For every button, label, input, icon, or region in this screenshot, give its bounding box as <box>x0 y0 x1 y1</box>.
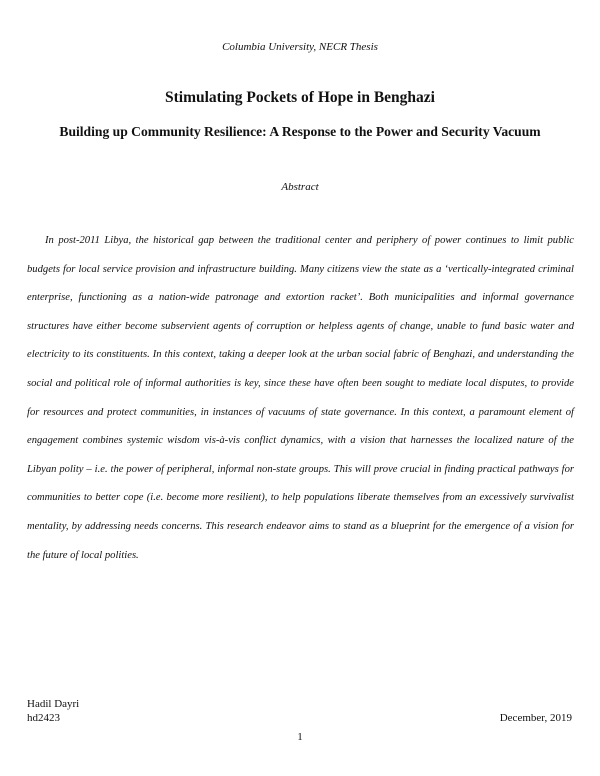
document-title: Stimulating Pockets of Hope in Benghazi <box>165 89 435 106</box>
author-id: hd2423 <box>27 712 60 724</box>
page-number: 1 <box>297 731 303 743</box>
abstract-body: In post-2011 Libya, the historical gap between the traditional center and periphery of power continues to limit public budgets for local service provision and infrastructure building. Many citizens view the state as a ‘vertically-integrated criminal enterprise, functioning as a nation-wide patronage and extortion racket’. Both municipalities and informal governance structures have either become subservient agents of corruption or helpless agents of change, unable to fund basic water and electricity to its constituents. In this context, taking a deeper look at the urban social fabric of Benghazi, and understanding the social and political role of informal authorities is key, since these have often been sought to mediate local disputes, to provide for resources and protect communities, in instances of vacuums of state governance. In this context, a paramount element of engagement combines systemic wisdom vis-à-vis conflict dynamics, with a vision that harnesses the localized nature of the Libyan polity – i.e. the power of peripheral, informal non-state groups. This will prove crucial in finding practical pathways for communities to better cope (i.e. become more resilient), to help populations liberate themselves from an excessively survivalist mentality, by addressing needs concerns. This research endeavor aims to stand as a blueprint for the emergence of a vision for the future of local polities. <box>27 235 574 561</box>
document-subtitle: Building up Community Resilience: A Response to the Power and Security Vacuum <box>59 124 541 139</box>
abstract-heading: Abstract <box>281 181 319 193</box>
author-name: Hadil Dayri <box>27 698 80 710</box>
institution-header: Columbia University, NECR Thesis <box>222 41 378 53</box>
document-date: December, 2019 <box>499 712 572 724</box>
